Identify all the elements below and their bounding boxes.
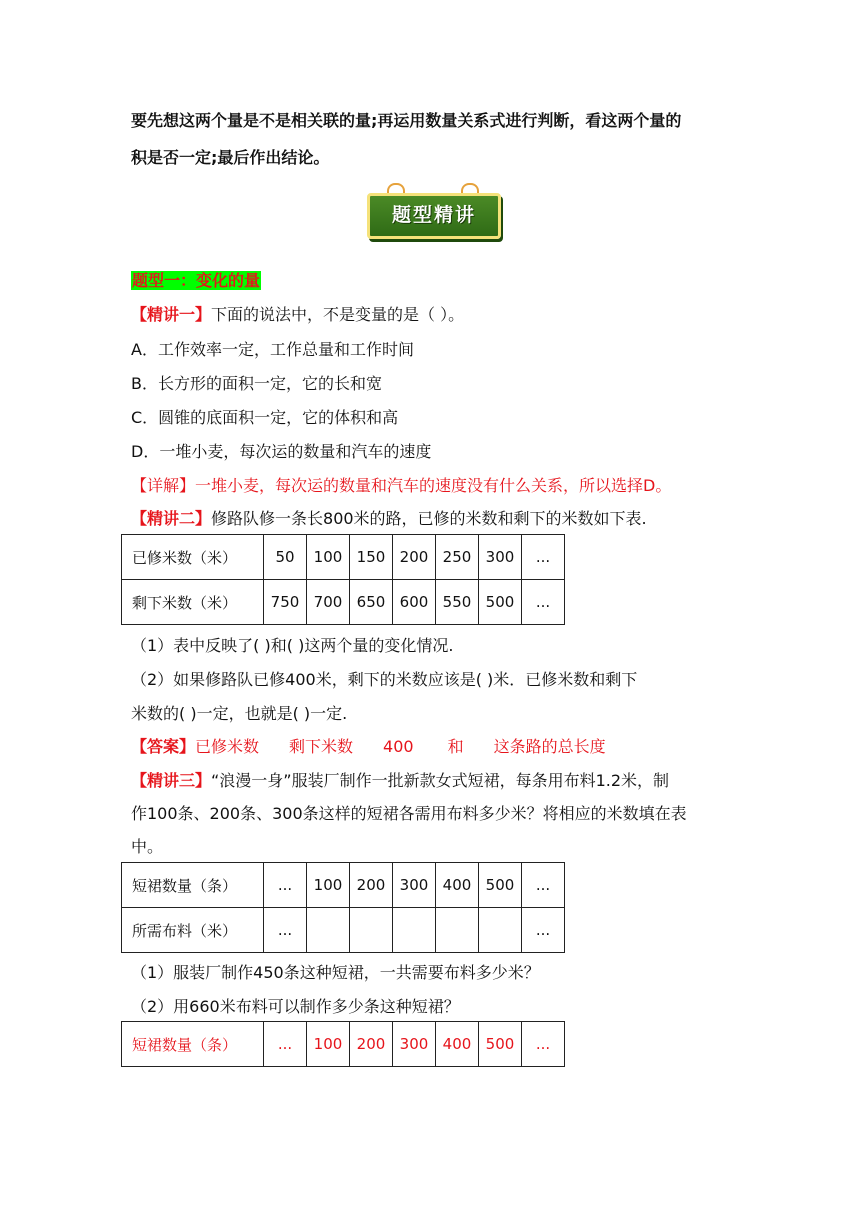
banner-title: 题型精讲 [391,204,476,226]
q1-text: 下面的说法中，不是变量的是（ ）。 [211,305,465,324]
q3-line-3: 中。 [131,837,164,856]
table-cell: 300 [393,863,436,908]
table-row [122,908,565,953]
table-row [122,863,565,908]
table-cell [479,908,522,953]
table-cell: 200 [350,863,393,908]
table-row [122,580,565,625]
table-cell: 200 [393,535,436,580]
table-cell: ... [522,580,565,625]
table-cell: 150 [350,535,393,580]
table-cell: 300 [393,1022,436,1067]
table-cell: 500 [479,580,522,625]
q2-sub-2a: （2）如果修路队已修400米，剩下的米数应该是( )米．已修米数和剩下 [131,670,638,689]
table-cell [307,908,350,953]
q1-option-b: B．长方形的面积一定，它的长和宽 [131,374,382,393]
q2-answer-3: 400 [383,737,414,756]
table-cell: 所需布料（米） [122,908,264,953]
table-cell: ... [264,863,307,908]
table-cell: 550 [436,580,479,625]
q1-option-a: A．工作效率一定，工作总量和工作时间 [131,340,414,359]
table-cell: ... [522,863,565,908]
table-cell: 600 [393,580,436,625]
q1-option-d: D．一堆小麦，每次运的数量和汽车的速度 [131,442,432,461]
table-cell: 650 [350,580,393,625]
table-cell: ... [522,535,565,580]
table-cell: 750 [264,580,307,625]
table-cell: 50 [264,535,307,580]
road-table [121,534,565,625]
table-row [122,535,565,580]
q3-line-2: 作100条、200条、300条这样的短裙各需用布料多少米？将相应的米数填在表 [131,804,687,823]
table-cell: 短裙数量（条） [122,863,264,908]
q2-tag: 【精讲二】 [131,509,212,528]
table-cell [393,908,436,953]
table-row [122,1022,565,1067]
q1-answer: 【详解】一堆小麦，每次运的数量和汽车的速度没有什么关系，所以选择D。 [131,476,672,495]
table-cell: 100 [307,863,350,908]
table-cell: 300 [479,535,522,580]
answer-table [121,1021,565,1067]
table-cell: 250 [436,535,479,580]
q3-sub-1: （1）服装厂制作450条这种短裙，一共需要布料多少米？ [131,963,540,982]
table-cell [350,908,393,953]
question-3 [131,768,669,791]
table-cell: 500 [479,863,522,908]
section-title [131,268,261,291]
table-cell: 700 [307,580,350,625]
table-cell: 400 [436,863,479,908]
question-1 [131,302,464,325]
q2-answer-1: 已修米数 [195,737,260,756]
intro-line-2: 积是否一定;最后作出结论。 [131,148,330,167]
intro-line-1: 要先想这两个量是不是相关联的量;再运用数量关系式进行判断，看这两个量的 [131,111,682,130]
section-banner [361,183,503,245]
table-cell: 100 [307,1022,350,1067]
table-cell: ... [522,908,565,953]
q3-tag: 【精讲三】 [131,771,212,790]
table-cell: ... [264,1022,307,1067]
table-cell: 200 [350,1022,393,1067]
table-cell: ... [522,1022,565,1067]
q1-option-c: C．圆锥的底面积一定，它的体积和高 [131,408,399,427]
skirt-table [121,862,565,953]
table-cell [436,908,479,953]
q3-line-1: “浪漫一身”服装厂制作一批新款女式短裙，每条用布料1.2米，制 [211,771,670,790]
table-cell: 剩下米数（米） [122,580,264,625]
section-title-text: 题型一：变化的量 [132,271,261,290]
table-cell: 400 [436,1022,479,1067]
q1-tag: 【精讲一】 [131,305,212,324]
table-cell: 100 [307,535,350,580]
q2-answer-5: 这条路的总长度 [493,737,606,756]
q2-answer-tag: 【答案】 [131,737,196,756]
q3-sub-2: （2）用660米布料可以制作多少条这种短裙？ [131,997,460,1016]
q2-answer-4: 和 [447,737,464,756]
q2-text: 修路队修一条长800米的路，已修的米数和剩下的米数如下表. [211,509,647,528]
table-cell: 500 [479,1022,522,1067]
q2-sub-2b: 米数的( )一定，也就是( )一定. [131,704,348,723]
table-cell: 短裙数量（条） [122,1022,264,1067]
q2-answer [131,734,606,757]
table-cell: 已修米数（米） [122,535,264,580]
q2-sub-1: （1）表中反映了( )和( )这两个量的变化情况. [131,636,454,655]
table-cell: ... [264,908,307,953]
question-2 [131,506,647,529]
q2-answer-2: 剩下米数 [289,737,354,756]
